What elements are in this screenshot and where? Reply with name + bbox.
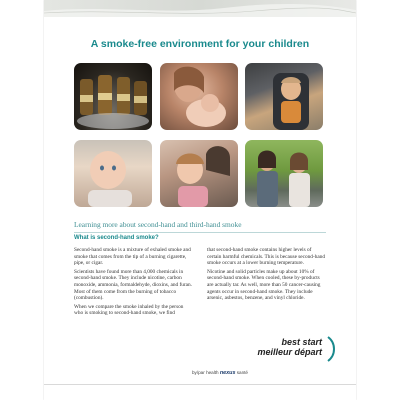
logo-line-en: best start [281,337,322,347]
byline-nexus: nexus [219,370,236,376]
top-banner-wave [44,0,356,17]
logo-line-fr: meilleur départ [257,347,322,357]
paragraph: that second-hand smoke contains higher levels of certain harmful chemicals. This is because second-hand smoke occurs at a lower burning temperature. [207,247,326,267]
byline-sante: santé [236,370,248,375]
baby-photo [74,140,152,207]
logo-swoosh-icon [326,336,336,362]
child-mother-photo [160,140,238,207]
bottom-divider [44,384,356,385]
text-column-left [74,247,193,319]
subhead: What is second-hand smoke? [74,233,326,243]
paragraph: Scientists have found more than 4,000 chemicals in second-hand smoke. They include nicotine, carbon monoxide, ammonia, formaldehyde, dioxins, and furan. Most of them come from the burning of tobacco (combustion). [74,268,192,302]
mother-baby-photo [160,63,238,130]
byline-health: health [206,370,219,375]
text-column-right [207,247,326,304]
top-banner [44,0,356,17]
bottles-photo [74,63,152,130]
page-headline: A smoke-free environment for your children [90,38,310,50]
brochure-page [44,0,356,400]
paragraph: When we compare the smoke inhaled by the person who is smoking to second-hand smoke, we find [74,303,184,317]
women-outdoors-photo [245,140,323,207]
best-start-logo [222,338,342,368]
paragraph: Second-hand smoke is a mixture of exhaled smoke and smoke that comes from the tip of a burning cigarette, pipe, or cigar. [74,247,191,267]
byline [192,370,332,376]
paragraph: Nicotine and solid particles make up about 10% of second-hand smoke. When cooled, these by-products are actually tar. As well, more than 50 cancer-causing agents occur in second-hand smoke. They include arsenic, asbestos, benzene, and vinyl chloride. [207,268,321,302]
child-carseat-photo [245,63,323,130]
section-title: Learning more about second-hand and third-hand smoke [74,220,326,233]
byline-prefix: by/par [192,370,205,375]
